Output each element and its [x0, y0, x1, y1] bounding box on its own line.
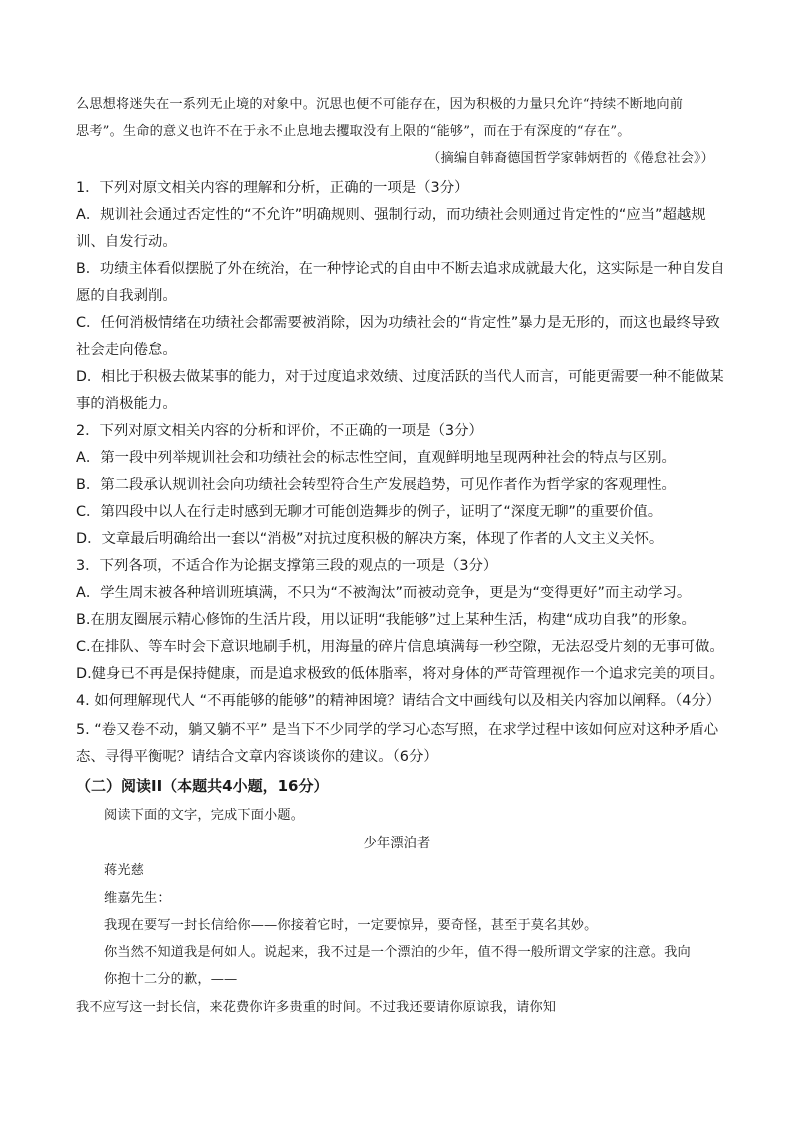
question-5: 5. “卷又卷不动，躺又躺不平” 是当下不少同学的学习心态写照，在求学过程中该如何应对这种矛盾心	[76, 722, 719, 738]
passage-source: （摘编自韩裔德国哲学家韩炳哲的《倦怠社会》）	[427, 151, 714, 166]
question-2-option-c: C．第四段中以人在行走时感到无聊才可能创造舞步的例子，证明了“深度无聊”的重要价值。	[76, 504, 663, 520]
question-2-option-a: A．第一段中列举规训社会和功绩社会的标志性空间，直观鲜明地呈现两种社会的特点与区别。	[76, 450, 676, 466]
passage-line: 思考”。生命的意义也许不在于永不止息地去攫取没有上限的“能够”，而在于有深度的“存在”。	[76, 124, 631, 139]
question-2-option-b: B．第二段承认规训社会向功绩社会转型符合生产发展趋势，可见作者作为哲学家的客观理性。	[76, 477, 676, 493]
question-3-stem: 3．下列各项，不适合作为论据支撑第三段的观点的一项是（3分）	[76, 558, 498, 574]
letter-paragraph: 我不应写这一封长信，来花费你许多贵重的时间。不过我还要请你原谅我，请你知	[76, 1000, 557, 1015]
letter-paragraph: 你当然不知道我是何如人。说起来，我不过是一个漂泊的少年，值不得一般所谓文学家的注意。我向	[104, 945, 691, 960]
passage-line: 么思想将迷失在一系列无止境的对象中。沉思也便不可能存在，因为积极的力量只允许“持续不断地向前	[76, 97, 684, 112]
letter-paragraph-cont: 你抱十二分的歉，——	[104, 972, 238, 987]
question-1-option-c-cont: 社会走向倦怠。	[76, 342, 177, 358]
story-title: 少年漂泊者	[363, 836, 431, 851]
question-2-option-d: D．文章最后明确给出一套以“消极”对抗过度积极的解决方案，体现了作者的人文主义关怀。	[76, 531, 664, 547]
question-1-option-d-cont: 事的消极能力。	[76, 396, 177, 412]
question-3-option-b: B.在朋友圈展示精心修饰的生活片段，用以证明“我能够”过上某种生活，构建“成功自我”的形象。	[76, 612, 696, 628]
question-1-option-a: A．规训社会通过否定性的“不允许”明确规则、强制行动，而功绩社会则通过肯定性的“应当”超越规	[76, 207, 706, 223]
question-3-option-c: C.在排队、等车时会下意识地刷手机，用海量的碎片信息填满每一秒空隙，无法忍受片刻的无事可做。	[76, 639, 724, 655]
question-1-stem: 1．下列对原文相关内容的理解和分析，正确的一项是（3分）	[76, 180, 469, 196]
question-1-option-b-cont: 愿的自我剥削。	[76, 288, 177, 304]
question-3-option-a: A．学生周末被各种培训班填满，不只为“不被淘汰”而被动竞争，更是为“变得更好”而主动学习。	[76, 585, 692, 601]
question-1-option-a-cont: 训、自发行动。	[76, 234, 177, 250]
question-1-option-d: D．相比于积极去做某事的能力，对于过度追求效绩、过度活跃的当代人而言，可能更需要一种不能做某	[76, 369, 724, 385]
section-instruction: 阅读下面的文字，完成下面小题。	[104, 808, 305, 823]
letter-greeting: 维嘉先生：	[104, 891, 171, 906]
section-heading: （二）阅读II（本题共4小题，16分）	[76, 777, 329, 795]
question-1-option-b: B．功绩主体看似摆脱了外在统治，在一种悖论式的自由中不断去追求成就最大化，这实际是一种自发自	[76, 261, 725, 277]
question-2-stem: 2．下列对原文相关内容的分析和评价，不正确的一项是（3分）	[76, 423, 483, 439]
question-5-cont: 态、寻得平衡呢？请结合文章内容谈谈你的建议。（6分）	[76, 749, 438, 765]
letter-paragraph: 我现在要写一封长信给你——你接着它时，一定要惊异，要奇怪，甚至于莫名其妙。	[104, 918, 598, 933]
question-3-option-d: D.健身已不再是保持健康，而是追求极致的低体脂率，将对身体的严苛管理视作一个追求完美的项目。	[76, 666, 724, 682]
question-1-option-c: C．任何消极情绪在功绩社会都需要被消除，因为功绩社会的“肯定性”暴力是无形的，而这也最终导致	[76, 315, 720, 331]
story-author: 蒋光慈	[104, 863, 145, 878]
question-4: 4. 如何理解现代人 “不再能够的能够”的精神困境？请结合文中画线句以及相关内容加以阐释。（4分）	[76, 693, 721, 709]
